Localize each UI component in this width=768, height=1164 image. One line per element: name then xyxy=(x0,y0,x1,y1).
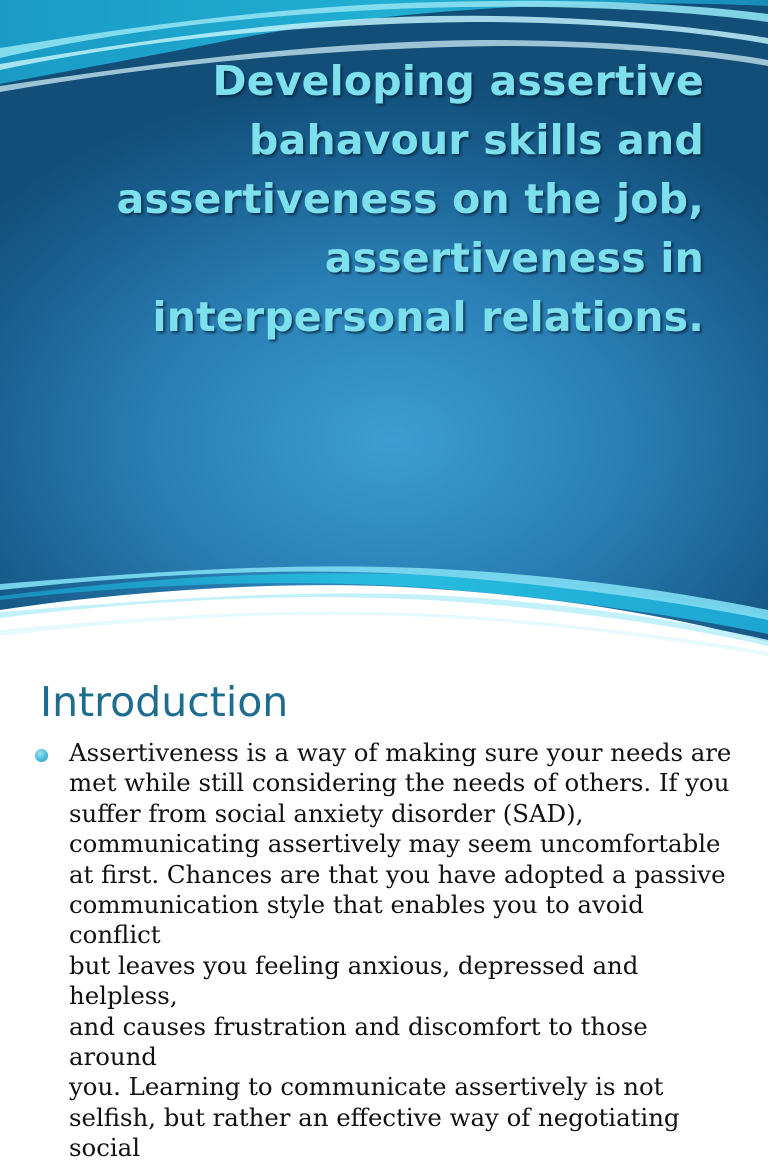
introduction-slide xyxy=(0,660,768,1163)
bullet-line: Assertiveness is a way of making sure your needs are xyxy=(69,738,732,767)
bullet-line: you. Learning to communicate assertively is not xyxy=(69,1072,664,1102)
bullet-line: communicating assertively may seem uncomfortable xyxy=(69,829,721,859)
bullet-line: met while still considering the needs of others. If you xyxy=(69,768,730,798)
title-line: assertiveness in xyxy=(324,234,704,282)
title-line: Developing assertive xyxy=(212,57,704,105)
bullet-line: but leaves you feeling anxious, depressed and helpless, xyxy=(69,950,639,1011)
bullet-line: and causes frustration and discomfort to those around xyxy=(69,1011,648,1072)
bullet-list xyxy=(32,738,732,1164)
title-line: interpersonal relations. xyxy=(152,293,704,341)
bullet-line: communication style that enables you to avoid conflict xyxy=(69,890,644,950)
title-line: bahavour skills and xyxy=(249,116,704,164)
list-item xyxy=(32,738,732,1164)
slide-title xyxy=(84,52,704,347)
bullet-line: suffer from social anxiety disorder (SAD), xyxy=(69,798,584,828)
bullet-line: selfish, but rather an effective way of negotiating social xyxy=(69,1102,680,1163)
bullet-icon xyxy=(35,749,48,762)
title-line: assertiveness on the job, xyxy=(116,175,704,223)
bullet-line: at first. Chances are that you have adopted a passive xyxy=(69,859,726,889)
slide-heading: Introduction xyxy=(40,678,289,726)
